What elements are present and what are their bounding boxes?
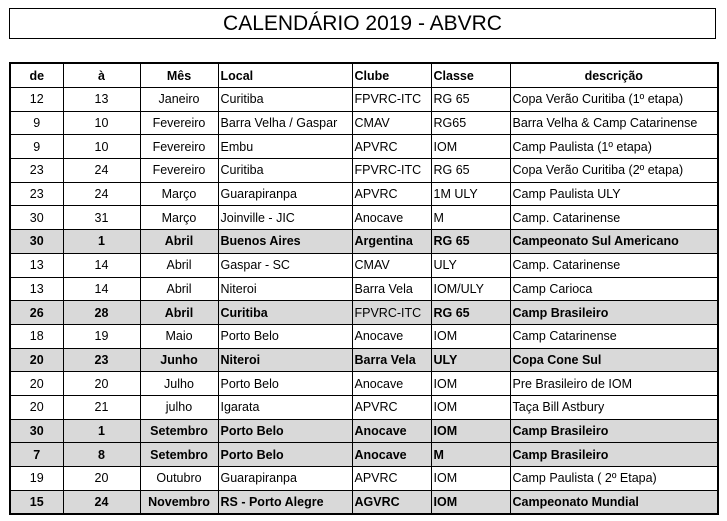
cell-ate: 10 — [63, 111, 140, 135]
cell-de: 20 — [10, 372, 63, 396]
cell-de: 12 — [10, 88, 63, 112]
cell-clube: Barra Vela — [352, 348, 431, 372]
table-row — [10, 301, 718, 325]
cell-ate: 14 — [63, 253, 140, 277]
cell-mes: Fevereiro — [140, 135, 218, 159]
cell-mes: Junho — [140, 348, 218, 372]
cell-descricao: Camp Catarinense — [510, 324, 718, 348]
cell-classe: RG 65 — [431, 88, 510, 112]
cell-ate: 8 — [63, 443, 140, 467]
cell-clube: APVRC — [352, 182, 431, 206]
header-clube: Clube — [352, 63, 431, 88]
header-local: Local — [218, 63, 352, 88]
cell-descricao: Campeonato Sul Americano — [510, 230, 718, 254]
cell-descricao: Taça Bill Astbury — [510, 395, 718, 419]
cell-ate: 20 — [63, 467, 140, 491]
cell-ate: 1 — [63, 419, 140, 443]
cell-ate: 24 — [63, 490, 140, 514]
cell-clube: Anocave — [352, 419, 431, 443]
cell-ate: 21 — [63, 395, 140, 419]
cell-local: Curitiba — [218, 88, 352, 112]
cell-descricao: Camp. Catarinense — [510, 253, 718, 277]
cell-mes: Outubro — [140, 467, 218, 491]
cell-clube: CMAV — [352, 253, 431, 277]
cell-classe: IOM — [431, 467, 510, 491]
cell-descricao: Camp Paulista (1º etapa) — [510, 135, 718, 159]
cell-ate: 24 — [63, 159, 140, 183]
cell-clube: FPVRC-ITC — [352, 88, 431, 112]
cell-mes: Maio — [140, 324, 218, 348]
cell-de: 30 — [10, 230, 63, 254]
cell-local: Porto Belo — [218, 419, 352, 443]
cell-mes: julho — [140, 395, 218, 419]
table-row — [10, 467, 718, 491]
cell-de: 13 — [10, 277, 63, 301]
cell-de: 20 — [10, 395, 63, 419]
cell-mes: Março — [140, 206, 218, 230]
cell-ate: 14 — [63, 277, 140, 301]
cell-classe: 1M ULY — [431, 182, 510, 206]
table-row — [10, 206, 718, 230]
cell-local: Barra Velha / Gaspar — [218, 111, 352, 135]
cell-clube: CMAV — [352, 111, 431, 135]
cell-descricao: Pre Brasileiro de IOM — [510, 372, 718, 396]
cell-local: Porto Belo — [218, 372, 352, 396]
header-mes: Mês — [140, 63, 218, 88]
table-row — [10, 419, 718, 443]
cell-de: 26 — [10, 301, 63, 325]
cell-classe: IOM — [431, 395, 510, 419]
cell-classe: IOM — [431, 490, 510, 514]
cell-clube: FPVRC-ITC — [352, 301, 431, 325]
table-row — [10, 348, 718, 372]
header-row — [10, 63, 718, 88]
header-de: de — [10, 63, 63, 88]
table-row — [10, 182, 718, 206]
cell-de: 15 — [10, 490, 63, 514]
cell-classe: IOM — [431, 419, 510, 443]
cell-clube: Anocave — [352, 206, 431, 230]
cell-clube: APVRC — [352, 467, 431, 491]
calendar-title: CALENDÁRIO 2019 - ABVRC — [9, 8, 716, 39]
cell-local: RS - Porto Alegre — [218, 490, 352, 514]
cell-clube: Argentina — [352, 230, 431, 254]
cell-descricao: Copa Verão Curitiba (2º etapa) — [510, 159, 718, 183]
cell-mes: Novembro — [140, 490, 218, 514]
table-row — [10, 277, 718, 301]
cell-mes: Abril — [140, 301, 218, 325]
cell-descricao: Copa Verão Curitiba (1º etapa) — [510, 88, 718, 112]
cell-de: 30 — [10, 206, 63, 230]
cell-descricao: Camp Paulista ULY — [510, 182, 718, 206]
cell-classe: RG 65 — [431, 301, 510, 325]
cell-descricao: Campeonato Mundial — [510, 490, 718, 514]
cell-descricao: Barra Velha & Camp Catarinense — [510, 111, 718, 135]
cell-descricao: Camp Brasileiro — [510, 301, 718, 325]
cell-descricao: Camp. Catarinense — [510, 206, 718, 230]
cell-local: Porto Belo — [218, 443, 352, 467]
cell-de: 30 — [10, 419, 63, 443]
cell-local: Porto Belo — [218, 324, 352, 348]
table-row — [10, 111, 718, 135]
cell-ate: 10 — [63, 135, 140, 159]
cell-local: Igarata — [218, 395, 352, 419]
cell-clube: Anocave — [352, 443, 431, 467]
table-row — [10, 88, 718, 112]
cell-classe: RG 65 — [431, 230, 510, 254]
cell-local: Joinville - JIC — [218, 206, 352, 230]
calendar-table — [9, 62, 719, 515]
cell-clube: AGVRC — [352, 490, 431, 514]
table-row — [10, 253, 718, 277]
cell-de: 20 — [10, 348, 63, 372]
cell-ate: 28 — [63, 301, 140, 325]
cell-de: 7 — [10, 443, 63, 467]
header-ate: à — [63, 63, 140, 88]
table-row — [10, 324, 718, 348]
table-body — [10, 88, 718, 515]
table-row — [10, 490, 718, 514]
cell-local: Buenos Aires — [218, 230, 352, 254]
cell-de: 13 — [10, 253, 63, 277]
cell-local: Guarapiranpa — [218, 182, 352, 206]
cell-ate: 1 — [63, 230, 140, 254]
cell-ate: 31 — [63, 206, 140, 230]
cell-classe: IOM/ULY — [431, 277, 510, 301]
cell-local: Curitiba — [218, 301, 352, 325]
cell-mes: Fevereiro — [140, 111, 218, 135]
cell-mes: Março — [140, 182, 218, 206]
table-row — [10, 395, 718, 419]
cell-de: 18 — [10, 324, 63, 348]
cell-mes: Janeiro — [140, 88, 218, 112]
cell-ate: 20 — [63, 372, 140, 396]
cell-clube: FPVRC-ITC — [352, 159, 431, 183]
cell-mes: Setembro — [140, 419, 218, 443]
cell-ate: 23 — [63, 348, 140, 372]
cell-clube: Barra Vela — [352, 277, 431, 301]
table-row — [10, 443, 718, 467]
cell-de: 23 — [10, 159, 63, 183]
cell-classe: ULY — [431, 253, 510, 277]
cell-mes: Setembro — [140, 443, 218, 467]
cell-classe: IOM — [431, 324, 510, 348]
cell-descricao: Copa Cone Sul — [510, 348, 718, 372]
cell-classe: M — [431, 206, 510, 230]
cell-de: 9 — [10, 111, 63, 135]
table-row — [10, 372, 718, 396]
cell-descricao: Camp Brasileiro — [510, 443, 718, 467]
cell-de: 23 — [10, 182, 63, 206]
cell-descricao: Camp Brasileiro — [510, 419, 718, 443]
cell-ate: 19 — [63, 324, 140, 348]
cell-descricao: Camp Paulista ( 2º Etapa) — [510, 467, 718, 491]
cell-mes: Abril — [140, 253, 218, 277]
header-classe: Classe — [431, 63, 510, 88]
cell-classe: RG65 — [431, 111, 510, 135]
table-row — [10, 159, 718, 183]
cell-classe: RG 65 — [431, 159, 510, 183]
header-descricao: descrição — [510, 63, 718, 88]
cell-ate: 24 — [63, 182, 140, 206]
cell-classe: M — [431, 443, 510, 467]
cell-local: Embu — [218, 135, 352, 159]
cell-classe: ULY — [431, 348, 510, 372]
cell-clube: Anocave — [352, 324, 431, 348]
cell-descricao: Camp Carioca — [510, 277, 718, 301]
cell-local: Niteroi — [218, 348, 352, 372]
cell-local: Gaspar - SC — [218, 253, 352, 277]
cell-classe: IOM — [431, 135, 510, 159]
cell-clube: APVRC — [352, 135, 431, 159]
cell-clube: Anocave — [352, 372, 431, 396]
cell-mes: Abril — [140, 230, 218, 254]
cell-de: 19 — [10, 467, 63, 491]
cell-de: 9 — [10, 135, 63, 159]
cell-local: Curitiba — [218, 159, 352, 183]
cell-mes: Julho — [140, 372, 218, 396]
cell-local: Guarapiranpa — [218, 467, 352, 491]
cell-ate: 13 — [63, 88, 140, 112]
table-row — [10, 135, 718, 159]
cell-mes: Fevereiro — [140, 159, 218, 183]
table-row — [10, 230, 718, 254]
cell-local: Niteroi — [218, 277, 352, 301]
cell-classe: IOM — [431, 372, 510, 396]
cell-mes: Abril — [140, 277, 218, 301]
cell-clube: APVRC — [352, 395, 431, 419]
